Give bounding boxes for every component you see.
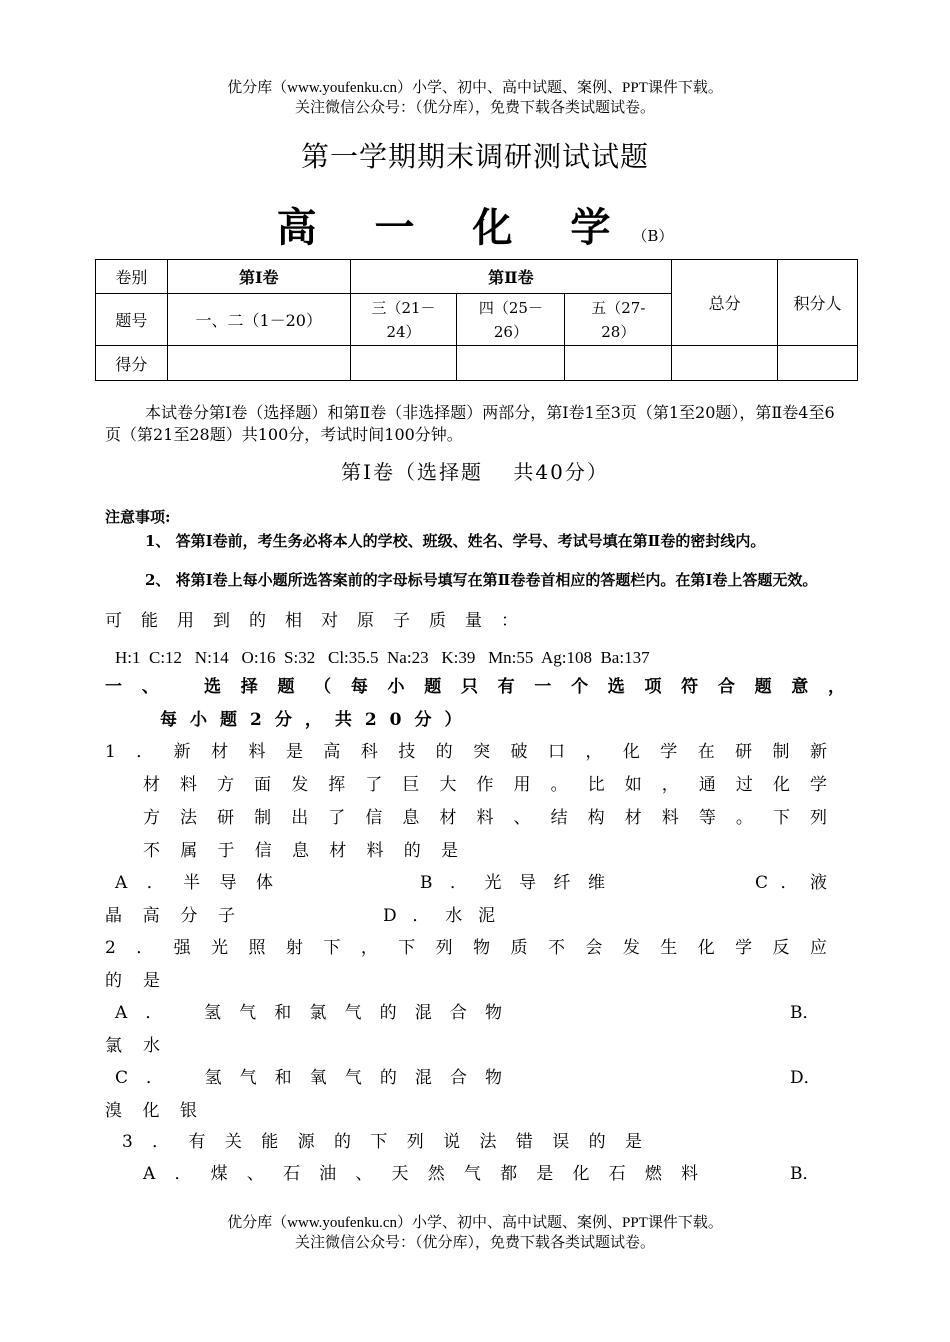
subject-title: 高 一 化 学: [276, 204, 633, 251]
questions-1-20: 一、二（1－20）: [167, 294, 350, 346]
question-1-option-b: B．光导纤维: [420, 873, 605, 893]
score-cell[interactable]: [565, 346, 672, 381]
score-cell[interactable]: [167, 346, 350, 381]
part-1-heading: 一、 选择题（每小题只有一个选项符合题意，: [105, 677, 845, 697]
atomic-mass-label: 可能用到的相对原子质量：: [105, 611, 520, 631]
subject-title-block: [0, 196, 950, 253]
subject-version: （B）: [632, 227, 674, 245]
score-cell[interactable]: [778, 346, 858, 381]
question-2-option-b-continued: 氯水: [105, 1036, 160, 1056]
paper-label: 卷别: [96, 260, 168, 294]
questions-21-24: 三（21－24）: [350, 294, 457, 346]
page-header: [0, 78, 950, 118]
total-score-label: 总分: [672, 260, 778, 346]
note-item-1: 1、 答第Ⅰ卷前，考生务必将本人的学校、班级、姓名、学号、考试号填在第Ⅱ卷的密封线内。: [145, 532, 766, 550]
score-row-label: 得分: [96, 346, 168, 381]
header-line-1: 优分库（www.youfenku.cn）小学、初中、高中试题、案例、PPT课件下载。: [227, 80, 723, 96]
question-2-option-d: D．: [790, 1068, 821, 1088]
question-1-line: 材料方面发挥了巨大作用。比如，通过化学: [143, 775, 827, 795]
score-cell[interactable]: [672, 346, 778, 381]
page-footer: [0, 1213, 950, 1253]
exam-title: 第一学期期末调研测试试题: [300, 140, 649, 173]
section-1-title: 第Ⅰ卷（选择题 共40分）: [341, 460, 609, 484]
questions-25-26: 四（25－26）: [457, 294, 565, 346]
score-table: [95, 259, 858, 381]
question-2-option-d-continued: 溴化银: [105, 1101, 197, 1121]
questions-27-28: 五（27-28）: [565, 294, 672, 346]
score-table-row: [96, 260, 858, 294]
footer-line-1: 优分库（www.youfenku.cn）小学、初中、高中试题、案例、PPT课件下载。: [227, 1215, 723, 1231]
intro-paragraph: 本试卷分第Ⅰ卷（选择题）和第Ⅱ卷（非选择题）两部分，第Ⅰ卷1至3页（第1至20题），第Ⅱ卷4至6页（第21至28题）共100分，考试时间100分钟。: [105, 403, 835, 444]
paper-1-label: 第Ⅰ卷: [167, 260, 350, 294]
question-2-line: 的是: [105, 971, 160, 991]
score-table-row: [96, 346, 858, 381]
paper-2-label: 第Ⅱ卷: [350, 260, 672, 294]
question-1-line: 方法研制出了信息材料、结构材料等。下列: [143, 808, 827, 828]
note-item-2: 2、 将第Ⅰ卷上每小题所选答案前的字母标号填写在第Ⅱ卷卷首相应的答题栏内。在第Ⅰ卷上答题无效。: [145, 571, 818, 589]
question-1-option-a: A．半导体: [115, 873, 273, 893]
question-2-line: 2．强光照射下，下列物质不会发生化学反应: [105, 938, 827, 958]
question-3-line: 3．有关能源的下列说法错误的是: [122, 1132, 642, 1152]
question-3-option-a: A．煤、石油、天然气都是化石燃料: [143, 1164, 698, 1184]
question-1-option-c-continued: 晶高分子: [105, 906, 235, 926]
question-1-option-d: D．水泥: [383, 906, 495, 926]
question-1-line: 1．新材料是高科技的突破口，化学在研制新: [105, 742, 827, 762]
scorer-label: 积分人: [778, 260, 858, 346]
question-2-option-c: C． 氢气和氧气的混合物: [115, 1068, 502, 1088]
question-1-line: 不属于信息材料的是: [143, 841, 458, 861]
notes-title: 注意事项:: [105, 508, 171, 526]
question-number-label: 题号: [96, 294, 168, 346]
footer-line-2: 关注微信公众号：（优分库），免费下载各类试题试卷。: [294, 1235, 655, 1251]
question-1-option-c: C．液: [755, 873, 827, 893]
question-3-option-b: B．: [790, 1164, 820, 1184]
question-2-option-b: B．: [790, 1003, 820, 1023]
atomic-mass-list: H:1 C:12 N:14 O:16 S:32 Cl:35.5 Na:23 K:39 Mn:55 Ag:108 Ba:137: [115, 648, 650, 667]
part-1-heading-continued: 每小题2分，共20分）: [160, 710, 475, 730]
question-2-option-a: A． 氢气和氯气的混合物: [115, 1003, 502, 1023]
score-cell[interactable]: [350, 346, 457, 381]
header-line-2: 关注微信公众号：（优分库），免费下载各类试题试卷。: [294, 100, 655, 116]
score-cell[interactable]: [457, 346, 565, 381]
